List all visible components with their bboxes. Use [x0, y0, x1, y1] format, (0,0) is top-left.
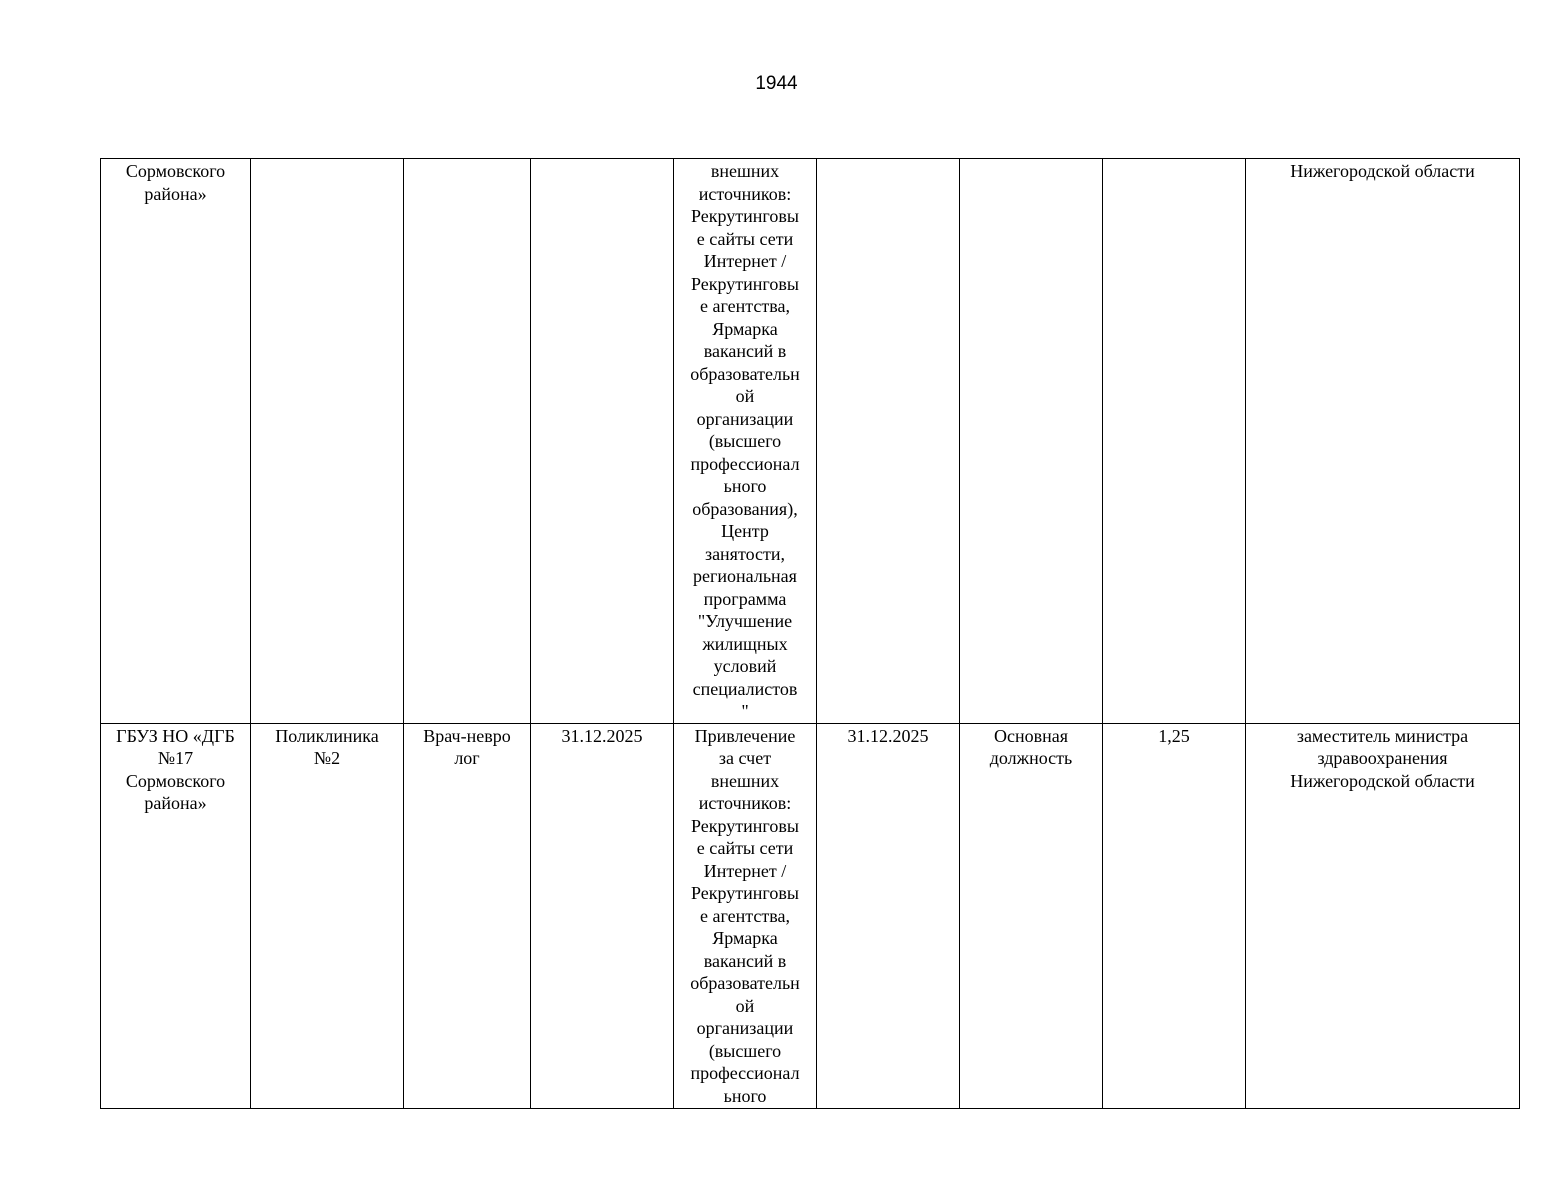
- deadline-cell: [817, 159, 960, 724]
- date-cell: [531, 723, 674, 1108]
- organization-cell: [101, 723, 251, 1108]
- job-type-cell: [960, 723, 1103, 1108]
- responsible-text: Нижегородской области: [1290, 161, 1475, 181]
- date-cell: [531, 159, 674, 724]
- source-cell: [674, 159, 817, 724]
- organization-cell: [101, 159, 251, 724]
- job-type-text: Основная должность: [989, 725, 1073, 768]
- position-cell: [404, 159, 531, 724]
- position-cell: [404, 723, 531, 1108]
- source-text: внешних источников: Рекрутинговы е сайты сети Интернет / Рекрутинговы е агентства, Ярмарка вакансий в образовательн ой организации (высшего профессионал ьного образования), Центр занятости, региональная программа "Улучшение жилищных условий специалистов ": [690, 161, 800, 721]
- rate-cell: [1103, 159, 1246, 724]
- table-row: [101, 723, 1520, 1108]
- deadline-text: 31.12.2025: [847, 725, 929, 746]
- department-text: Поликлиника №2: [275, 725, 379, 768]
- source-cell: [674, 723, 817, 1108]
- department-cell: [251, 159, 404, 724]
- responsible-cell: [1246, 159, 1520, 724]
- deadline-cell: [817, 723, 960, 1108]
- job-type-cell: [960, 159, 1103, 724]
- organization-text: Сормовского района»: [125, 161, 226, 204]
- table-row: [101, 159, 1520, 724]
- rate-text: 1,25: [1158, 725, 1190, 746]
- responsible-cell: [1246, 723, 1520, 1108]
- vacancies-table: [100, 158, 1520, 1109]
- position-text: Врач-невро лог: [423, 725, 511, 768]
- organization-text: ГБУЗ НО «ДГБ №17 Сормовского района»: [116, 725, 235, 813]
- responsible-text: заместитель министра здравоохранения Нижегородской области: [1290, 725, 1475, 791]
- rate-cell: [1103, 723, 1246, 1108]
- department-cell: [251, 723, 404, 1108]
- source-text: Привлечение за счет внешних источников: Рекрутинговы е сайты сети Интернет / Рекрутинговы е агентства, Ярмарка вакансий в образовательн ой организации (высшего профессионал ьного: [690, 725, 800, 1106]
- page-number: 1944: [755, 73, 798, 94]
- date-text: 31.12.2025: [561, 725, 643, 746]
